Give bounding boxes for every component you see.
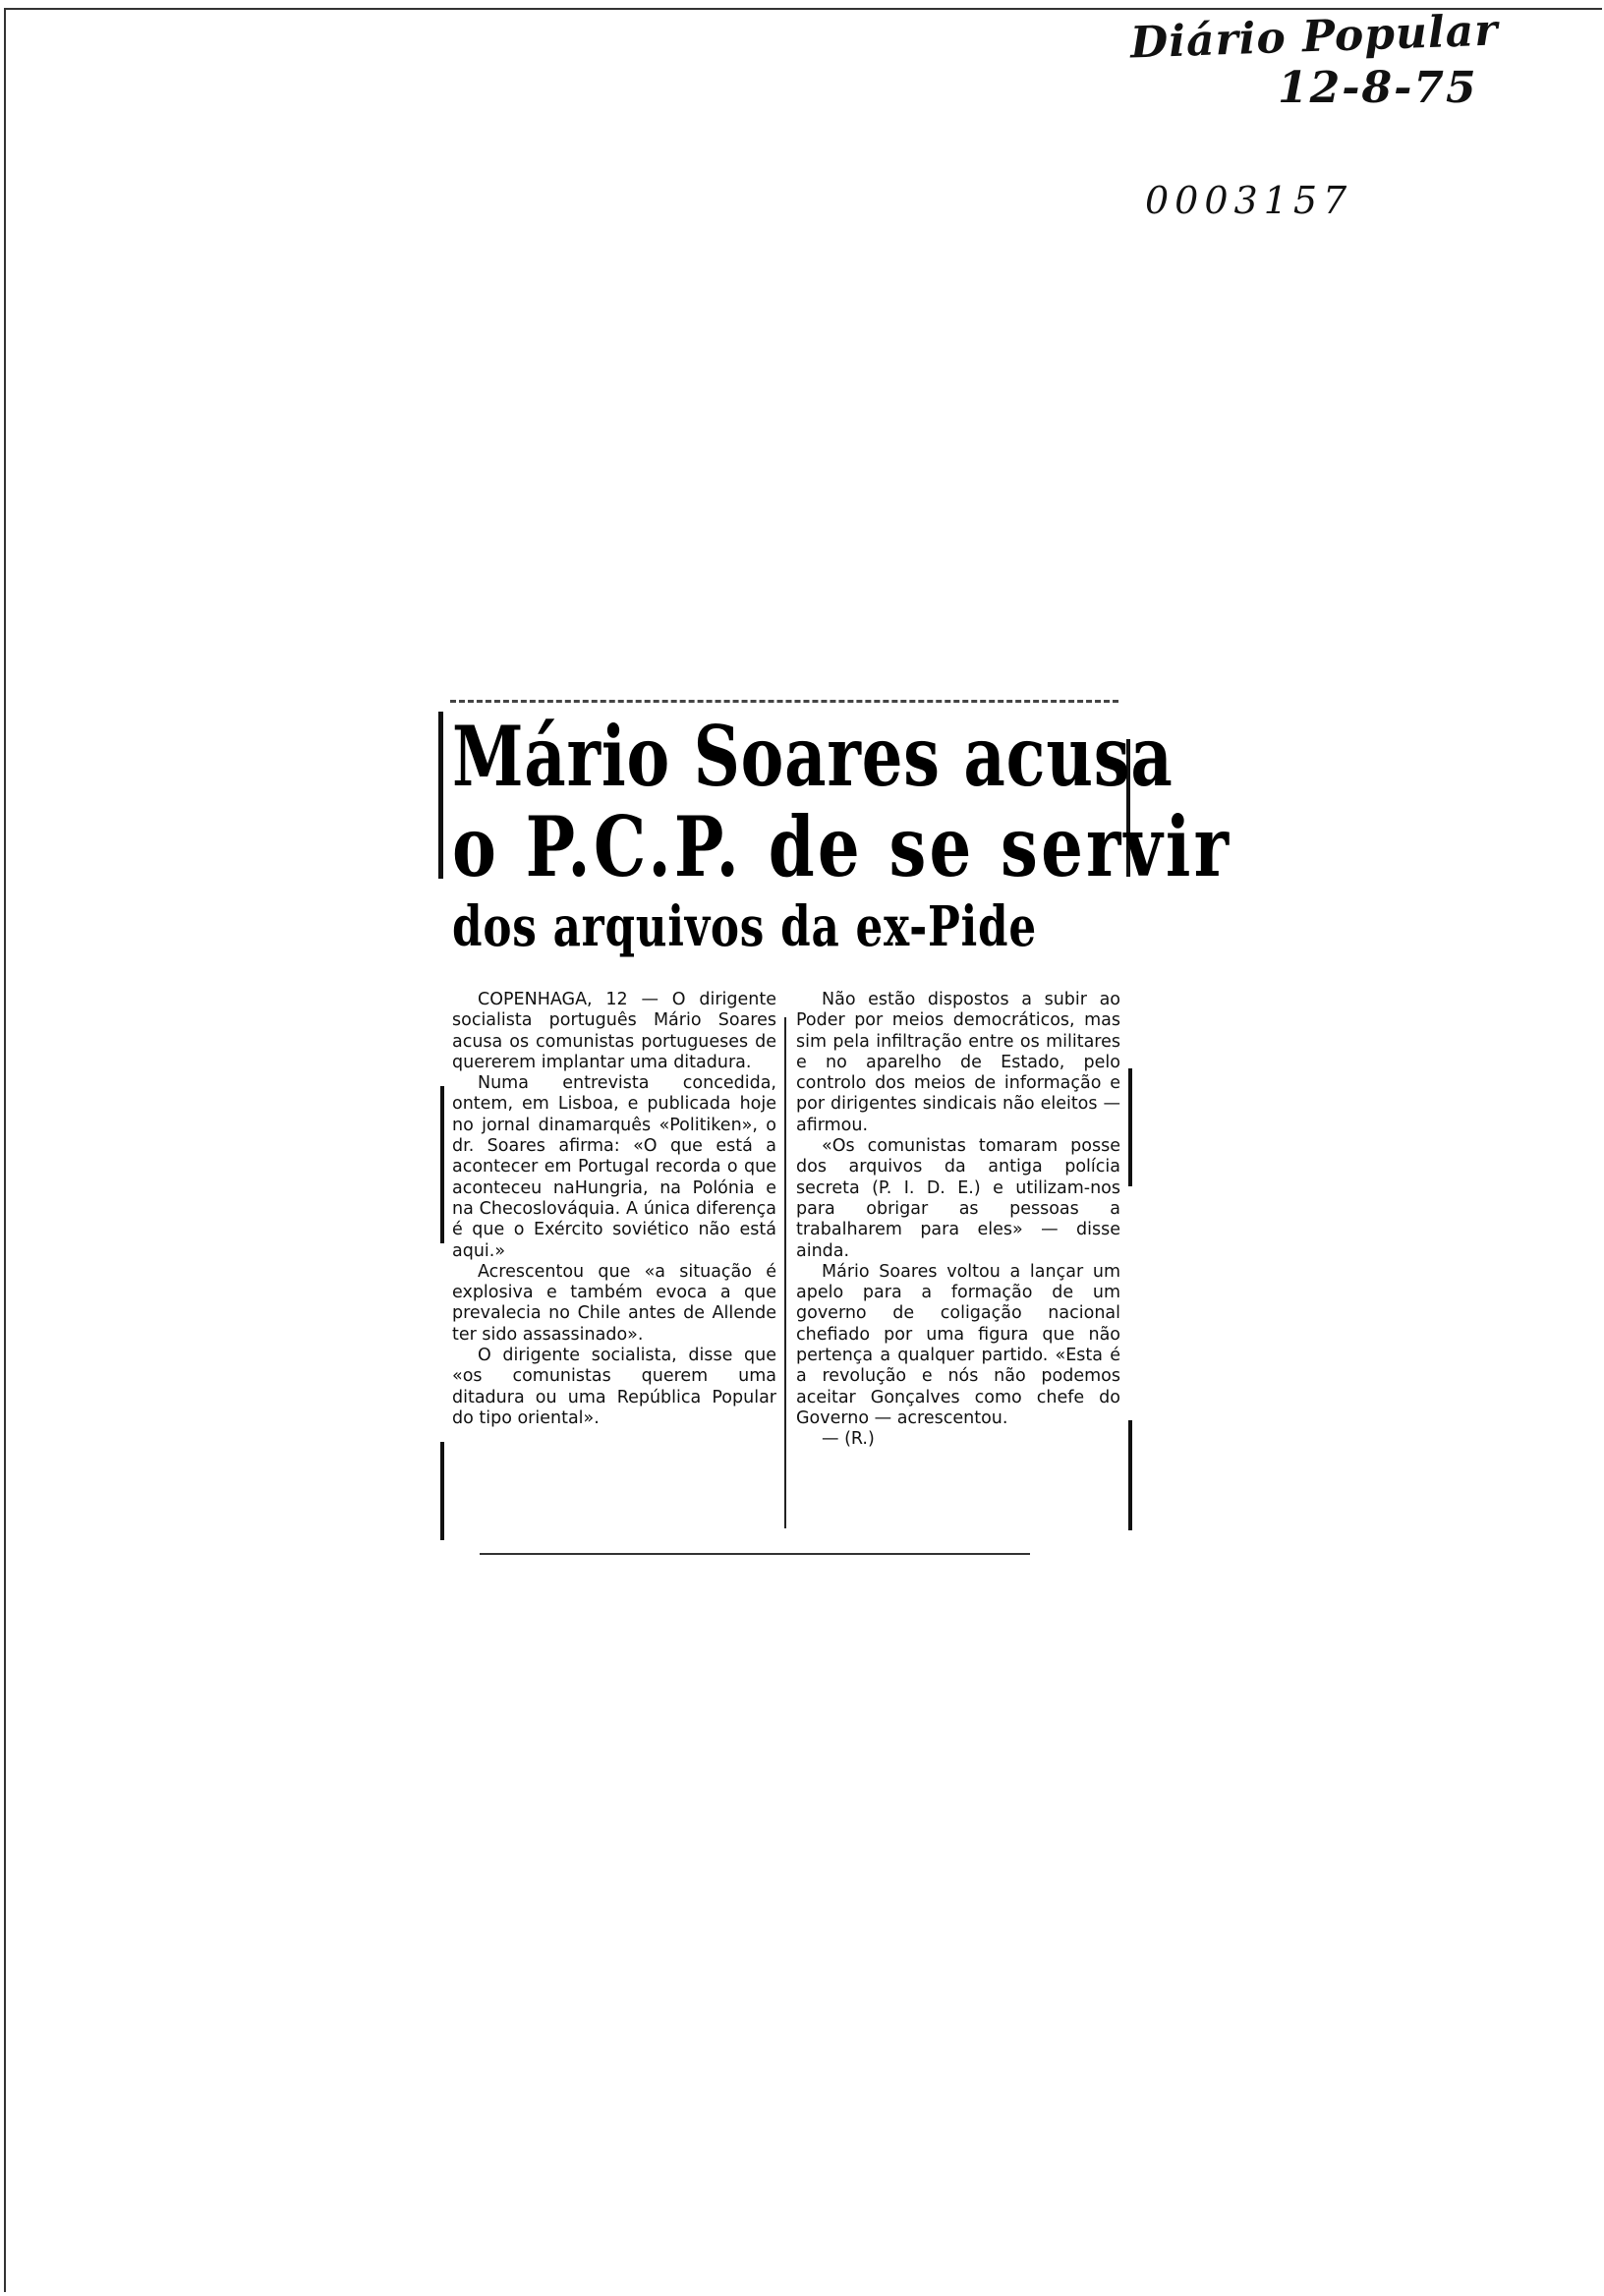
column-divider	[784, 1017, 786, 1528]
article-left-column	[452, 990, 776, 1429]
headline-subtitle: dos arquivos da ex-Pide	[452, 894, 1037, 959]
article-paragraph: Numa entrevista concedida, ontem, em Lisboa, e publicada hoje no jornal dinamarquês «Politiken», o dr. Soares afirma: «O que está a acontecer em Portugal recorda o que aconteceu naHungria, na Polónia e na Checoslováquia. A única diferença é que o Exército soviético não está aqui.»	[452, 1073, 776, 1261]
article-columns	[440, 990, 1128, 1540]
article-signature: — (R.)	[822, 1429, 875, 1450]
handwritten-source-note: Diário Popular	[1129, 5, 1500, 69]
article-paragraph: Acrescentou que «a situação é explosiva e também evoca a que prevalecia no Chile antes de Allende ter sido assassinado».	[452, 1261, 776, 1345]
headline-line-1: Mário Soares acusa	[452, 708, 1174, 805]
handwritten-reference-number: 0003157	[1145, 179, 1353, 222]
clipping-bottom-rule	[480, 1553, 1030, 1555]
right-column-margin-mark	[1128, 1068, 1132, 1186]
article-paragraph: Mário Soares voltou a lançar um apelo para a formação de um governo de coligação nacional chefiado por uma figura que não pertença a qualquer partido. «Esta é a revolução e nós não podemos aceitar Gonçalves como chefe do Governo — acrescentou.	[796, 1261, 1120, 1428]
article-paragraph: O dirigente socialista, disse que «os comunistas querem uma ditadura ou uma República Popular do tipo oriental».	[452, 1346, 776, 1428]
headline-line-2: o P.C.P. de se servir	[452, 798, 1232, 895]
clipping-top-rule	[450, 700, 1118, 703]
right-column-margin-mark-lower	[1128, 1420, 1132, 1530]
article-right-column	[796, 990, 1120, 1451]
article-paragraph: «Os comunistas tomaram posse dos arquivos da antiga polícia secreta (P. I. D. E.) e utilizam-nos para obrigar as pessoas a trabalharem para eles» — disse ainda.	[796, 1136, 1120, 1261]
left-column-margin-mark-lower	[440, 1442, 444, 1540]
newspaper-clipping	[421, 700, 1232, 1563]
article-paragraph: COPENHAGA, 12 — O dirigente socialista português Mário Soares acusa os comunistas portugueses de quererem implantar uma ditadura.	[452, 990, 776, 1072]
clipping-left-margin-mark	[438, 712, 443, 879]
article-paragraph: Não estão dispostos a subir ao Poder por meios democráticos, mas sim pela infiltração entre os militares e no aparelho de Estado, pelo controlo dos meios de informação e por dirigentes sindicais não eleitos — afirmou.	[796, 990, 1120, 1135]
handwritten-date-note: 12-8-75	[1278, 63, 1478, 113]
left-column-margin-mark	[440, 1086, 444, 1243]
